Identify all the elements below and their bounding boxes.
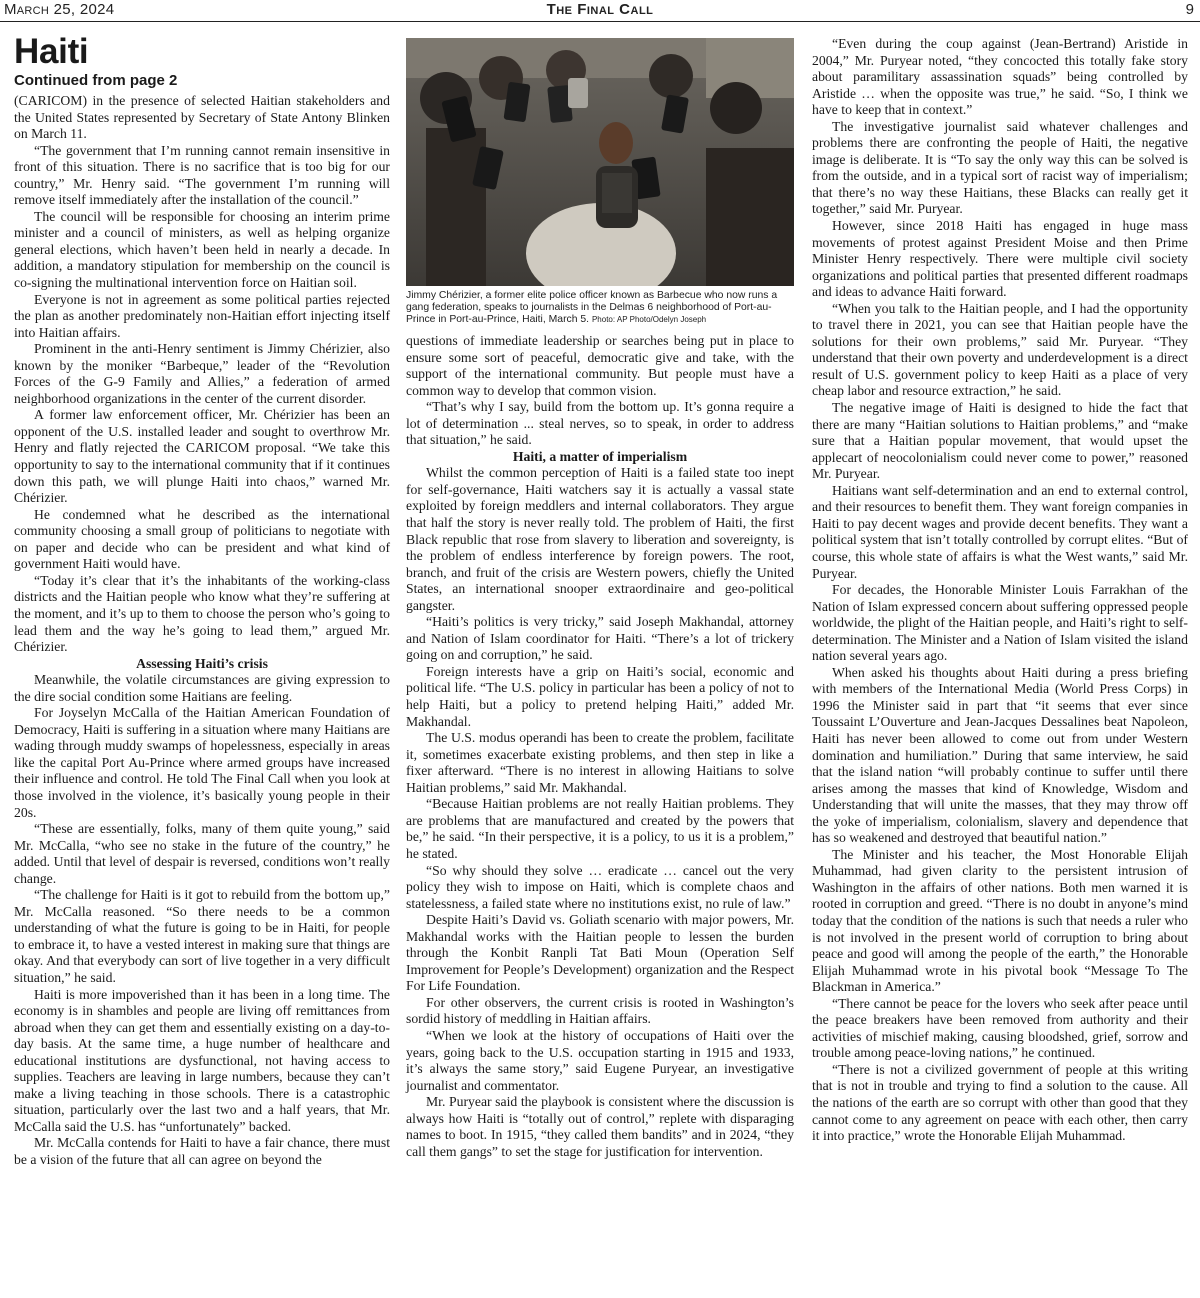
paragraph: “The government that I’m running cannot remain insensitive in front of this situation. There is no sacrifice that is too big for our country,” Mr. Henry said. “The government I’m running will remove itself immediately after the installation of the council.”	[14, 142, 390, 208]
publication-name: The Final Call	[546, 1, 654, 18]
paragraph: “Haiti’s politics is very tricky,” said Joseph Makhandal, attorney and Nation of Islam coordinator for Haiti. “There’s a lot of trickery going on and corruption,” he said.	[406, 614, 794, 663]
paragraph: Meanwhile, the volatile circumstances are giving expression to the dire social condition some Haitians are feeling.	[14, 672, 390, 704]
photo-caption	[406, 290, 794, 326]
page-number: 9	[1185, 1, 1194, 18]
paragraph: “That’s why I say, build from the bottom up. It’s gonna require a lot of determination ... steal nerves, so to speak, in order to address that situation,” he said.	[406, 399, 794, 448]
article-column-2	[406, 34, 794, 1160]
paragraph: Haiti is more impoverished than it has been in a long time. The economy is in shambles and people are living off remittances from abroad when they can get them and essentially existing on a day-to-day basis. At the same time, a huge number of healthcare and educational institutions are dysfunctional, not having access to supplies. Teachers are leaving in large numbers, because they can’t make a living teaching in those schools. There is a catastrophic situation, particularly over the last two and a half years, that Mr. McCalla said the U.S. has “unfortunately” backed.	[14, 986, 390, 1134]
paragraph: The council will be responsible for choosing an interim prime minister and a council of ministers, as well as helping organize general elections, which haven’t been held in nearly a decade. In addition, a mandatory stipulation for membership on the council is co-signing the multinational intervention force on Haitian soil.	[14, 208, 390, 291]
paragraph: The Minister and his teacher, the Most Honorable Elijah Muhammad, had given clarity to the persistent intrusion of Washington in the affairs of other nations. Both men warned it is rooted in corruption and greed. “There is no doubt in anyone’s mind today that the condition of the nations is such that needs a ruler who is not involved in the present world of corruption to bring about peace and good will among the people of the earth,” the Honorable Elijah Muhammad wrote in his pivotal book “Message To The Blackman in America.”	[812, 846, 1188, 995]
paragraph: “So why should they solve … eradicate … cancel out the very policy they wish to impose on Haiti, which is complete chaos and statelessness, a failed state where no institutions exist, no rule of law.”	[406, 862, 794, 911]
paragraph: “Even during the coup against (Jean-Bertrand) Aristide in 2004,” Mr. Puryear noted, “they concocted this totally fake story about paramilitary assassination squads” being controlled by Aristide … when the opposite was true,” he said. “So, I think we have to keep that in context.”	[812, 36, 1188, 118]
paragraph: Mr. McCalla contends for Haiti to have a fair chance, there must be a vision of the future that all can agree on beyond the	[14, 1135, 390, 1167]
paragraph: “There is not a civilized government of people at this writing that is not in trouble and trying to find a solution to the cause. All the nations of the earth are so corrupt with other than good that they cannot come to any agreement on peace with each other, then carry it into practice,” wrote the Honorable Elijah Muhammad.	[812, 1061, 1188, 1144]
news-photo	[406, 38, 794, 286]
paragraph: For decades, the Honorable Minister Louis Farrakhan of the Nation of Islam expressed concern about suffering oppressed people worldwide, the plight of the Haitian people, and Haiti’s right to self-determination. The Minister and a Nation of Islam visited the island nation several years ago.	[812, 582, 1188, 664]
paragraph: Despite Haiti’s David vs. Goliath scenario with major powers, Mr. Makhandal works with the Haitian people to lessen the burden through the Konbit Ranpli Tat Bati Moun (Operation Self Improvement for People’s Development) organization and the Respect For Life Foundation.	[406, 912, 794, 994]
caption-text: Jimmy Chérizier, a former elite police officer known as Barbecue who now runs a gang federation, speaks to journalists in the Delmas 6 neighborhood of Port-au-Prince in Port-au-Prince, Haiti, March 5.	[406, 290, 778, 325]
paragraph: “When you talk to the Haitian people, and I had the opportunity to travel there in 2021, you can see that Haitian people have the solutions for their own problems,” said Mr. Puryear. “They understand that their own poverty and underdevelopment is a direct result of U.S. government policy to keep Haiti as a place of very cheap labor and resource extraction,” he said.	[812, 300, 1188, 399]
paragraph: “Because Haitian problems are not really Haitian problems. They are problems that are manufactured and created by the powers that be,” he said. “In their perspective, it is a policy, to us it is a problem,” he stated.	[406, 796, 794, 861]
paragraph: Whilst the common perception of Haiti is a failed state too inept for self-governance, Haiti watchers say it is actually a vassal state exploited by foreign meddlers and internal collaborators. They argue that half the story is never really told. The problem of Haiti, the first Black republic that rose from slavery to liberation and sovereignty, is the problem of endless interference by foreign powers. The root, branch, and fruit of the crisis are Western powers, chiefly the United States, an international snooper extraordinaire and geo-political gangster.	[406, 465, 794, 613]
paragraph: The U.S. modus operandi has been to create the problem, facilitate it, sometimes exacerbate existing problems, and then step in like a fixer afterward. “There is no interest in allowing Haitians to solve Haitian problems,” said Mr. Makhandal.	[406, 730, 794, 795]
subhead: Haiti, a matter of imperialism	[512, 448, 688, 464]
paragraph: For Joyselyn McCalla of the Haitian American Foundation of Democracy, Haiti is suffering in a situation where many Haitians are wading through muddy swamps of hopelessness, especially in areas like the capital Port Au-Prince where armed groups have increased their influence and control. He told The Final Call when you look at those involved in the violence, it’s basically young people in their 20s.	[14, 705, 390, 820]
paragraph: “The challenge for Haiti is it got to rebuild from the bottom up,” Mr. McCalla reasoned. “So there needs to be a common understanding of what the future is going to be in Haiti, for people to embrace it, to have a vested interest in making sure that things are okay. And that everybody can sort of live together in a very difficult situation,” he said.	[14, 887, 390, 985]
article-column-1	[14, 34, 390, 1169]
paragraph: However, since 2018 Haiti has engaged in huge mass movements of protest against President Moise and then Prime Minister Henry respectively. There were multiple civil society organizations and political parties that presented different roadmaps and ideas to advance Haiti forward.	[812, 218, 1188, 300]
paragraph: Everyone is not in agreement as some political parties rejected the plan as another predominately non-Haitian effort injecting itself into Haitian affairs.	[14, 291, 390, 340]
photo-credit: Photo: AP Photo/Odelyn Joseph	[591, 315, 707, 324]
press-crowd-photo	[406, 38, 794, 286]
paragraph: “Today it’s clear that it’s the inhabitants of the working-class districts and the Haitian people who know what they’re suffering at the moment, and it’s up to them to choose the person who’s going to lead them and the way he’s going to lead them,” argued Mr. Chérizier.	[14, 572, 390, 655]
continued-line: Continued from page 2	[14, 72, 178, 89]
paragraph: Haitians want self-determination and an end to external control, and their resources to benefit them. They want foreign companies in Haiti to pay decent wages and provide decent benefits. They want a political system that isn’t totally controlled by corrupt elites. “But of course, this whole state of affairs is what the West wants,” said Mr. Puryear.	[812, 482, 1188, 581]
page-header	[0, 0, 1200, 22]
paragraph: “When we look at the history of occupations of Haiti over the years, going back to the U.S. occupation starting in 1915 and 1933, it’s always the same story,” said Eugene Puryear, an investigative journalist and commentator.	[406, 1027, 794, 1093]
paragraph: When asked his thoughts about Haiti during a press briefing with members of the International Media (World Press Corps) in 1996 the Minister said in part that “it seems that ever since Toussaint L’Ouverture and Jean-Jacques Dessalines beat Napoleon, Haiti has never been allowed to come out from under Western domination and humiliation.” During that same interview, he said that the island nation “will probably continue to suffer until there arises among the masses that kind of Knowledge, Wisdom and Understanding that will unite the masses, that they may throw off the yoke of imperialism, colonialism, slavery and dependence that has so weakened and destroyed that beautiful nation.”	[812, 664, 1188, 846]
subhead: Assessing Haiti’s crisis	[136, 655, 268, 671]
article-column-3	[812, 36, 1188, 1145]
paragraph: Mr. Puryear said the playbook is consistent where the discussion is always how Haiti is “totally out of control,” replete with disparaging names to boot. In 1915, “they called them bandits” and in 2024, “they call them gangs” to set the stage for justification for intervention.	[406, 1094, 794, 1159]
paragraph: Foreign interests have a grip on Haiti’s social, economic and political life. “The U.S. policy in particular has been a policy of not to help Haiti, but a policy to pretend helping Haiti,” added Mr. Makhandal.	[406, 663, 794, 729]
paragraph: He condemned what he described as the international community choosing a small group of politicians to negotiate with on paper and decide who can be president and what kind of government Haiti would have.	[14, 506, 390, 572]
issue-date: March 25, 2024	[4, 1, 115, 18]
paragraph: The negative image of Haiti is designed to hide the fact that there are many “Haitian solutions to Haitian problems,” and “make sure that a Haitian popular movement, that would upset the applecart of neocolonialism could never come to power,” reasoned Mr. Puryear.	[812, 400, 1188, 482]
paragraph: For other observers, the current crisis is rooted in Washington’s sordid history of meddling in Haitian affairs.	[406, 994, 794, 1027]
paragraph: “These are essentially, folks, many of them quite young,” said Mr. McCalla, “who see no stake in the future of the country,” he added. Until that level of despair is reversed, conditions won’t really change.	[14, 821, 390, 886]
paragraph: Prominent in the anti-Henry sentiment is Jimmy Chérizier, also known by the moniker “Barbeque,” leader of the “Revolution Forces of the G-9 Family and Allies,” a federation of armed neighborhood organizations in the center of the current disorder.	[14, 341, 390, 406]
paragraph: (CARICOM) in the presence of selected Haitian stakeholders and the United States represented by Secretary of State Antony Blinken on March 11.	[14, 93, 390, 142]
headline: Haiti	[14, 32, 89, 71]
paragraph: A former law enforcement officer, Mr. Chérizier has been an opponent of the U.S. installed leader and sought to overthrow Mr. Henry and flatly rejected the CARICOM proposal. “We take this opportunity to say to the international community that if it continues down this path, we will plunge Haiti into chaos,” warned Mr. Chérizier.	[14, 407, 390, 506]
paragraph: questions of immediate leadership or searches being put in place to ensure some sort of peaceful, democratic give and take, with the support of the international community. But people must have a common way to develop that common vision.	[406, 333, 794, 398]
paragraph: The investigative journalist said whatever challenges and problems there are confronting the people of Haiti, the negative image is deliberate. It is “To say the only way this can be solved is from the outside, and in a typical sort of racist way of imperialism; that there’s no way these Haitians, these Blacks can really get it together,” said Mr. Puryear.	[812, 118, 1188, 217]
paragraph: “There cannot be peace for the lovers who seek after peace until the peace breakers have been removed from authority and their activities of mischief making, causing bloodshed, grief, sorrow and trouble among peace-loving nations,” he continued.	[812, 995, 1188, 1061]
